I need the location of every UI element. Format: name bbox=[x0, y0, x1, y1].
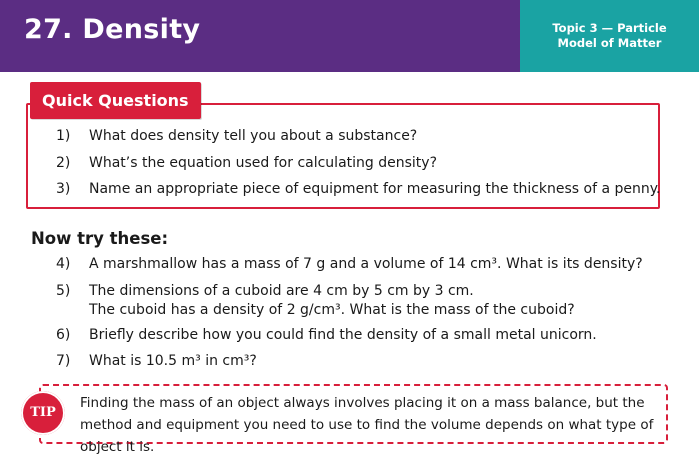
now-try-heading: Now try these: bbox=[31, 229, 169, 248]
question-number: 2) bbox=[56, 155, 71, 171]
topic-line-1: Topic 3 — Particle bbox=[552, 21, 667, 35]
question-number: 6) bbox=[56, 327, 71, 343]
question-text: What is 10.5 m³ in cm³? bbox=[89, 353, 257, 369]
question-number: 4) bbox=[56, 256, 71, 272]
question-text: A marshmallow has a mass of 7 g and a volume of 14 cm³. What is its density? bbox=[89, 256, 643, 272]
question-text: Briefly describe how you could find the density of a small metal unicorn. bbox=[89, 327, 597, 343]
question-text: What does density tell you about a substance? bbox=[89, 128, 418, 144]
question-text-line-2: The cuboid has a density of 2 g/cm³. What is the mass of the cuboid? bbox=[89, 302, 575, 318]
question-number: 7) bbox=[56, 353, 71, 369]
tip-badge-icon: TIP bbox=[21, 391, 65, 435]
question-text: Name an appropriate piece of equipment for measuring the thickness of a penny. bbox=[89, 181, 661, 197]
tip-text: Finding the mass of an object always involves placing it on a mass balance, but the method and equipment you need to use to find the volume depends on what type of object it is. bbox=[80, 395, 654, 455]
topic-line-2: Model of Matter bbox=[557, 36, 662, 50]
quick-questions-label: Quick Questions bbox=[30, 82, 201, 119]
question-number: 3) bbox=[56, 181, 71, 197]
question-number: 5) bbox=[56, 283, 71, 299]
question-text: What’s the equation used for calculating density? bbox=[89, 155, 437, 171]
question-number: 1) bbox=[56, 128, 71, 144]
page-title: 27. Density bbox=[24, 14, 201, 45]
question-text: The dimensions of a cuboid are 4 cm by 5 cm by 3 cm. bbox=[89, 283, 474, 299]
topic-label bbox=[520, 0, 699, 72]
